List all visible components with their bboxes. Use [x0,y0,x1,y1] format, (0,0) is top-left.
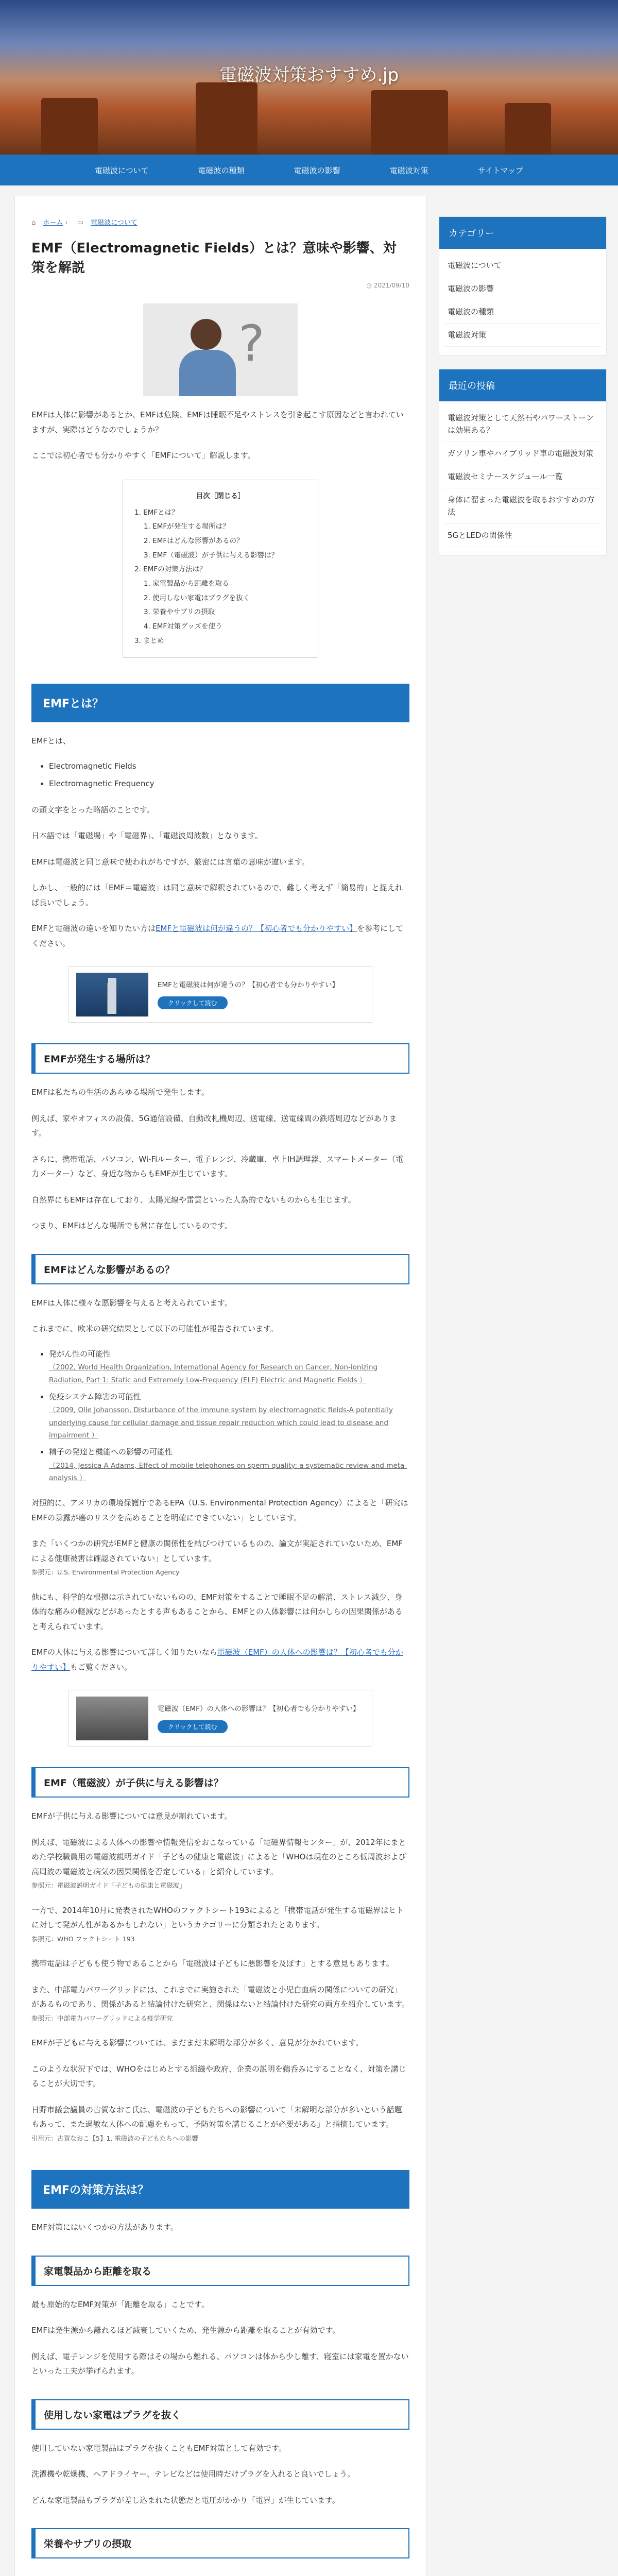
toc-item[interactable]: 3. 栄養やサプリの摂取 [144,608,215,617]
subsection-heading: 栄養やサプリの摂取 [31,2528,409,2558]
paragraph: EMFが子どもに与える影響については、まだまだ未解明な部分が多く、意見が分かれています。 [31,2038,364,2048]
paragraph: EMFは発生源から離れるほど減衰していくため、発生源から距離を取ることが有効です。 [31,2326,340,2335]
related-post-card[interactable] [68,1690,372,1747]
list-item: • 精子の発達と機能への影響の可能性 （2014, Jessica A Adams, Effect of mobile telephones on sperm quality: a systematic review and meta-analysis ） [49,1445,409,1484]
toc-item[interactable]: 1. 家電製品から距離を取る [144,579,229,588]
paragraph: どんな家電製品もプラグが差し込まれた状態だと電圧がかかり「電界」が生じています。 [31,2495,340,2505]
sidebar-item-post[interactable]: 身体に溜まった電磁波を取るおすすめの方法 [443,488,602,524]
reference-note[interactable]: 引用元：古賀なおこ【5】1. 電磁波の子どもたちへの影響 [31,2134,198,2142]
card-title: EMFと電磁波は何が違うの？【初心者でも分かりやすい】 [158,980,339,989]
paragraph: しかし、一般的には「EMF＝電磁波」は同じ意味で解釈されているので、難しく考えず「簡易的」と捉えれば良いでしょう。 [31,883,403,907]
paragraph: 洗濯機や乾燥機、ヘアドライヤー、テレビなどは使用時だけプラグを入れると良いでしょう。 [31,2469,355,2479]
paragraph: 日野市議会議員の古賀なおこ氏は、電磁波の子どもたちへの影響について「未解明な部分が多いという話題もあって、また過敏な人体への配慮をもって、予防対策を講じることが必要がある」と指摘しています。 [31,2105,402,2129]
eyecatch-image: ? [143,303,298,396]
paragraph: 例えば、電磁波による人体への影響や情報発信をおこなっている「電磁界情報センター」が、2012年にまとめた学校職員用の電磁波説明ガイド「子どもの健康と電磁波」によると「WHOは現在のところ低周波および高周波の電磁波と病気の因果関係を否定している」と紹介しています。 [31,1837,406,1876]
page-title: EMF（Electromagnetic Fields）とは？意味や影響、対策を解説 [31,241,397,276]
card-title: 電磁波（EMF）の人体への影響は？【初心者でも分かりやすい】 [158,1705,360,1714]
reference-note[interactable]: 参照元：U.S. Environmental Protection Agency [31,1568,180,1577]
sidebar-item-category[interactable]: 電磁波の種類 [443,300,602,324]
inline-link[interactable]: EMFと電磁波は何が違うの？【初心者でも分かりやすい】 [156,924,357,934]
reference-link[interactable]: （2009, Olle Johansson, Disturbance of the immune system by electromagnetic fields-A potentially underlying cause for cellular damage and tissue repair reduction which could lead to disease and impairment ） [49,1406,393,1439]
paragraph: 他にも、科学的な根拠は示されていないものの、EMF対策をすることで睡眠不足の解消、ストレス減少、身体的な痛みの軽減などがあったとする声もあることから、EMFとの人体影響には何かしらの因果関係があると考えられています。 [31,1592,403,1631]
card-thumbnail [76,973,148,1016]
paragraph: 対照的に、アメリカの環境保護庁であるEPA（U.S. Environmental Protection Agency）によると「研究はEMFの暴露が癌のリスクを高めることを明確にできていない」としています。 [31,1498,408,1522]
widget-title: カテゴリー [439,217,606,249]
section-heading: EMFとは？ [31,684,409,722]
post-date: ◷ 2021/09/10 [366,282,409,290]
paragraph: また、中部電力パワーグリッドには、これまでに実施された「電磁波と小児白血病の関係についての研究」があるものであり、関係があると結論付けた研究と、関係はないと結論付けた研究の両方を紹介しています。 [31,1985,409,2009]
main-content [14,196,426,2576]
nav-item-effects[interactable]: 電磁波の影響 [294,165,340,175]
recent-posts-widget [439,369,607,556]
paragraph: また「いくつかの研究がEMFと健康の関係性を結びつけているものの、論文が実証されていないため、EMFによる健康被害は確認されていない」としています。 [31,1539,403,1563]
paragraph: これまでに、欧米の研究結果として以下の可能性が報告されています。 [31,1324,278,1334]
paragraph: 例えば、電子レンジを使用する際はその場から離れる、パソコンは体から少し離す、寝室には家電を置かないといった工夫が挙げられます。 [31,2351,409,2376]
research-list [31,1347,409,1485]
paragraph: 使用していない家電製品はプラグを抜くこともEMF対策として有効です。 [31,2443,286,2453]
category-widget [439,216,607,355]
paragraph: 自然界にもEMFは存在しており、太陽光線や雷雲といった人為的でないものからも生じます。 [31,1195,356,1205]
nav-item-types[interactable]: 電磁波の種類 [198,165,245,175]
reference-note[interactable]: 参照元：中部電力パワーグリッドによる疫学研究 [31,2014,173,2022]
paragraph: EMF対策にはいくつかの方法があります。 [31,2223,178,2232]
clock-icon: ◷ [366,282,374,290]
paragraph: EMFは私たちの生活のあらゆる場所で発生します。 [31,1088,209,1097]
paragraph: 携帯電話は子どもも使う物であることから「電磁波は子どもに悪影響を及ぼす」とする意見もあります。 [31,1959,394,1969]
intro-paragraph: ここでは初心者でも分かりやすく「EMFについて」解説します。 [31,451,255,461]
paragraph: 例えば、家やオフィスの設備、5G通信設備、自動改札機周辺、送電線、送電線間の鉄塔周辺などがあります。 [31,1113,397,1138]
subsection-heading: EMF（電磁波）が子供に与える影響は？ [31,1767,409,1798]
paragraph: EMFが子供に与える影響については意見が割れています。 [31,1811,232,1821]
toc-item[interactable]: 1. EMFとは？ [134,508,179,517]
toc-item[interactable]: 3. まとめ [134,636,164,645]
reference-note[interactable]: 参照元：電磁波説明ガイド「子どもの健康と電磁波」 [31,1882,186,1890]
paragraph: 一方で、2014年10月に発表されたWHOのファクトシート193によると「携帯電話が発生する電磁界はヒトに対して発がん性があるかもしれない」というカテゴリーに分類されたとあります。 [31,1905,404,1930]
paragraph: 最も原始的なEMF対策が「距離を取る」ことです。 [31,2299,209,2309]
sidebar-item-category[interactable]: 電磁波について [443,254,602,277]
subsection-heading: 使用しない家電はプラグを抜く [31,2399,409,2430]
paragraph: EMFは人体に様々な悪影響を与えると考えられています。 [31,1298,232,1308]
reference-note[interactable]: 参照元：WHO ファクトシート 193 [31,1935,135,1943]
site-title[interactable]: 電磁波対策おすすめ.jp [219,65,399,86]
sidebar-item-category[interactable]: 電磁波対策 [443,324,602,347]
paragraph: つまり、EMFはどんな場所でも常に存在しているのです。 [31,1221,232,1231]
list-item: • Electromagnetic Fields [49,759,409,774]
bullet-list [31,759,409,791]
breadcrumb-home[interactable]: ホーム [43,219,63,227]
list-item: • 発がん性の可能性 （2002, World Health Organization, International Agency for Research on Cancer, Non-ionizing Radiation, Part 1: Static and Extremely Low-Frequency (ELF) Electric and Magnetic Fields ） [49,1347,409,1386]
list-item: • Electromagnetic Frequency [49,776,409,791]
paragraph: EMFとは、 [31,736,71,746]
breadcrumb-category[interactable]: 電磁波について [91,219,138,227]
sidebar-item-category[interactable]: 電磁波の影響 [443,277,602,300]
list-item: • 免疫システム障害の可能性 （2009, Olle Johansson, Disturbance of the immune system by electromagnetic fields-A potentially underlying cause for cellular damage and tissue repair reduction which could lead to disease and impairment ） [49,1389,409,1442]
reference-link[interactable]: （2014, Jessica A Adams, Effect of mobile telephones on sperm quality: a systematic review and meta-analysis ） [49,1461,407,1483]
paragraph: の頭文字をとった略語のことです。 [31,805,154,815]
header-hero [0,0,618,155]
related-post-card[interactable] [68,966,372,1023]
paragraph: EMFの人体に与える影響について詳しく知りたいなら電磁波（EMF）の人体への影響は？【初心者でも分かりやすい】もご覧ください。 [31,1648,403,1672]
subsection-heading: EMFはどんな影響があるの？ [31,1254,409,1284]
sidebar-item-post[interactable]: ガソリン車やハイブリッド車の電磁波対策 [443,442,602,465]
paragraph: 日本語では「電磁場」や「電磁界」、「電磁波周波数」となります。 [31,831,263,841]
toc-item[interactable]: 4. EMF対策グッズを使う [144,622,222,631]
sidebar-item-post[interactable]: 5GとLEDの関係性 [443,524,602,547]
paragraph: EMFは電磁波と同じ意味で使われがちですが、厳密には言葉の意味が違います。 [31,857,310,867]
toc-item[interactable]: 2. EMFの対策方法は？ [134,565,207,574]
subsection-heading: EMFが発生する場所は？ [31,1043,409,1074]
sidebar-item-post[interactable]: 電磁波セミナースケジュール一覧 [443,465,602,488]
inline-link[interactable]: 電磁波（EMF）の人体への影響は？【初心者でも分かりやすい】 [31,1648,403,1672]
reference-link[interactable]: （2002, World Health Organization, International Agency for Research on Cancer, Non-ionizing Radiation, Part 1: Static and Extremely Low-Frequency (ELF) Electric and Magnetic Fields ） [49,1363,378,1384]
toc-item[interactable]: 3. EMF（電磁波）が子供に与える影響は？ [144,551,279,560]
sidebar-item-post[interactable]: 電磁波対策として天然石やパワーストーンは効果ある？ [443,406,602,442]
folder-icon: ▭ [77,219,84,227]
paragraph: このような状況下では、WHOをはじめとする組織や政府、企業の説明を鵜呑みにすることなく、対策を講じることが大切です。 [31,2064,406,2089]
section-heading: EMFの対策方法は？ [31,2170,409,2209]
paragraph: さらに、携帯電話、パソコン、Wi-Fiルーター、電子レンジ、冷蔵庫、卓上IH調理器、スマートメーター（電力メーター）など、身近な物からもEMFが生じています。 [31,1154,403,1179]
global-nav [0,155,618,185]
intro-paragraph: EMFは人体に影響があるとか、EMFは危険、EMFは睡眠不足やストレスを引き起こす原因などと言われていますが、実際はどうなのでしょうか？ [31,410,404,434]
nav-item-measures[interactable]: 電磁波対策 [389,165,428,175]
subsection-heading: 家電製品から距離を取る [31,2256,409,2286]
read-more-button[interactable]: クリックして読む [158,996,228,1009]
card-thumbnail [76,1697,148,1740]
home-icon: ⌂ [31,219,36,227]
nav-item-about[interactable]: 電磁波について [94,165,149,175]
breadcrumb: ⌂ ホーム › ▭ 電磁波について [31,219,138,227]
read-more-button[interactable]: クリックして読む [158,1720,228,1733]
toc-item[interactable]: 1. EMFが発生する場所は？ [144,522,230,531]
toc-title[interactable]: 目次［閉じる］ [196,492,245,500]
sidebar [439,216,607,569]
toc-item[interactable]: 2. EMFはどんな影響があるの？ [144,536,244,545]
table-of-contents [123,480,318,658]
nav-item-sitemap[interactable]: サイトマップ [477,165,524,175]
paragraph: EMFと電磁波の違いを知りたい方はEMFと電磁波は何が違うの？【初心者でも分かりやすい】を参考にしてください。 [31,924,404,948]
toc-item[interactable]: 2. 使用しない家電はプラグを抜く [144,594,250,602]
widget-title: 最近の投稿 [439,369,606,401]
